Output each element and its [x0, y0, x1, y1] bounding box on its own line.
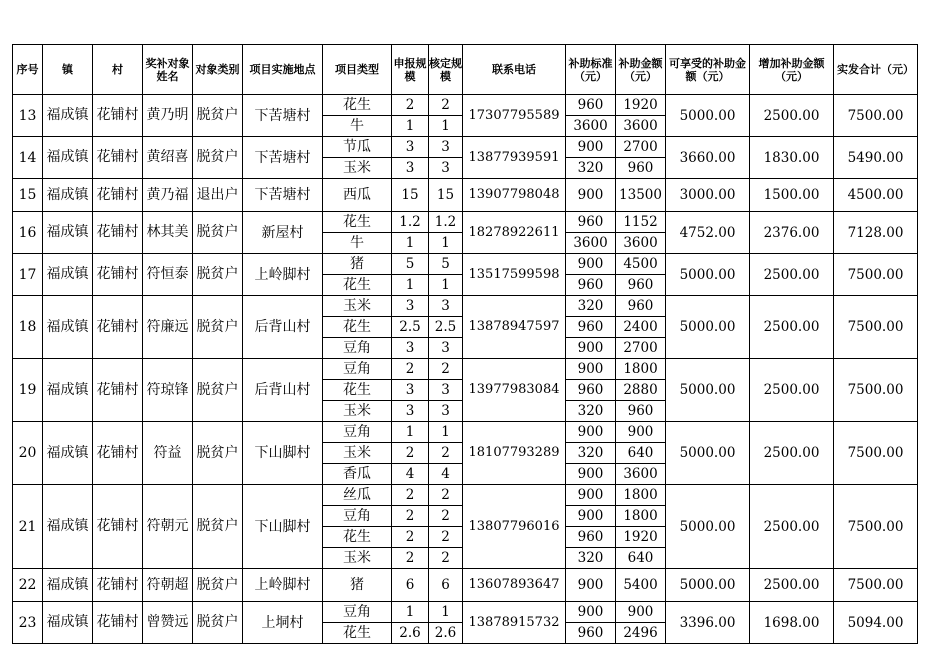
cell-project-type: 牛 [323, 116, 392, 137]
cell-seq: 14 [13, 137, 43, 179]
cell-declared-scale: 15 [392, 179, 429, 212]
cell-project-type: 豆角 [323, 506, 392, 527]
header-subsidy-amount: 补助金额（元） [616, 45, 666, 95]
cell-entitled-amount: 3396.00 [666, 602, 750, 644]
cell-subsidy-amount: 960 [616, 275, 666, 296]
header-town: 镇 [43, 45, 93, 95]
cell-category: 退出户 [193, 179, 243, 212]
cell-declared-scale: 1 [392, 422, 429, 443]
cell-subsidy-standard: 960 [566, 275, 616, 296]
cell-seq: 20 [13, 422, 43, 485]
cell-seq: 21 [13, 485, 43, 569]
cell-project-type: 玉米 [323, 548, 392, 569]
cell-project-type: 豆角 [323, 422, 392, 443]
cell-subsidy-amount: 3600 [616, 116, 666, 137]
cell-subsidy-amount: 2496 [616, 623, 666, 644]
cell-recipient-name: 符廉远 [143, 296, 193, 359]
cell-additional-amount: 2376.00 [750, 212, 834, 254]
cell-approved-scale: 1.2 [429, 212, 463, 233]
cell-entitled-amount: 3660.00 [666, 137, 750, 179]
cell-town: 福成镇 [43, 422, 93, 485]
cell-subsidy-standard: 960 [566, 212, 616, 233]
cell-recipient-name: 符朝元 [143, 485, 193, 569]
cell-recipient-name: 符恒泰 [143, 254, 193, 296]
cell-total-paid: 7500.00 [834, 95, 918, 137]
cell-subsidy-standard: 960 [566, 95, 616, 116]
cell-approved-scale: 1 [429, 275, 463, 296]
cell-subsidy-standard: 320 [566, 443, 616, 464]
cell-category: 脱贫户 [193, 485, 243, 569]
cell-town: 福成镇 [43, 254, 93, 296]
cell-entitled-amount: 5000.00 [666, 569, 750, 602]
cell-approved-scale: 6 [429, 569, 463, 602]
cell-recipient-name: 符益 [143, 422, 193, 485]
cell-village: 花铺村 [93, 296, 143, 359]
cell-declared-scale: 2 [392, 548, 429, 569]
cell-project-type: 玉米 [323, 296, 392, 317]
cell-declared-scale: 1 [392, 602, 429, 623]
cell-entitled-amount: 5000.00 [666, 359, 750, 422]
cell-category: 脱贫户 [193, 569, 243, 602]
cell-subsidy-amount: 1800 [616, 359, 666, 380]
cell-subsidy-standard: 900 [566, 137, 616, 158]
table-row [13, 422, 918, 443]
cell-project-type: 牛 [323, 233, 392, 254]
cell-seq: 15 [13, 179, 43, 212]
cell-declared-scale: 3 [392, 338, 429, 359]
cell-declared-scale: 3 [392, 158, 429, 179]
cell-entitled-amount: 5000.00 [666, 485, 750, 569]
cell-declared-scale: 5 [392, 254, 429, 275]
cell-category: 脱贫户 [193, 602, 243, 644]
table-row [13, 95, 918, 116]
cell-category: 脱贫户 [193, 137, 243, 179]
table-body [13, 95, 918, 644]
cell-subsidy-amount: 1800 [616, 485, 666, 506]
cell-subsidy-standard: 3600 [566, 233, 616, 254]
cell-village: 花铺村 [93, 569, 143, 602]
cell-project-type: 花生 [323, 527, 392, 548]
cell-subsidy-amount: 2880 [616, 380, 666, 401]
table-row [13, 254, 918, 275]
cell-subsidy-amount: 900 [616, 602, 666, 623]
cell-subsidy-standard: 900 [566, 506, 616, 527]
cell-declared-scale: 3 [392, 137, 429, 158]
cell-declared-scale: 6 [392, 569, 429, 602]
cell-location: 下苦塘村 [243, 137, 323, 179]
cell-village: 花铺村 [93, 485, 143, 569]
cell-phone: 18278922611 [463, 212, 566, 254]
cell-subsidy-amount: 640 [616, 548, 666, 569]
cell-phone: 13878947597 [463, 296, 566, 359]
cell-approved-scale: 2.6 [429, 623, 463, 644]
cell-additional-amount: 2500.00 [750, 569, 834, 602]
cell-project-type: 玉米 [323, 158, 392, 179]
cell-phone: 13977983084 [463, 359, 566, 422]
cell-subsidy-amount: 960 [616, 158, 666, 179]
header-recipient: 奖补对象姓名 [143, 45, 193, 95]
cell-approved-scale: 3 [429, 338, 463, 359]
cell-phone: 13907798048 [463, 179, 566, 212]
cell-recipient-name: 黄绍喜 [143, 137, 193, 179]
cell-subsidy-standard: 900 [566, 569, 616, 602]
header-additional-amount: 增加补助金额（元） [750, 45, 834, 95]
cell-subsidy-amount: 960 [616, 296, 666, 317]
cell-project-type: 花生 [323, 317, 392, 338]
cell-town: 福成镇 [43, 137, 93, 179]
cell-declared-scale: 2 [392, 95, 429, 116]
cell-phone: 18107793289 [463, 422, 566, 485]
cell-location: 下苦塘村 [243, 179, 323, 212]
cell-entitled-amount: 4752.00 [666, 212, 750, 254]
cell-category: 脱贫户 [193, 422, 243, 485]
cell-project-type: 花生 [323, 275, 392, 296]
cell-total-paid: 5094.00 [834, 602, 918, 644]
cell-project-type: 丝瓜 [323, 485, 392, 506]
cell-subsidy-amount: 2700 [616, 137, 666, 158]
header-declared-scale: 申报规模 [392, 45, 429, 95]
cell-declared-scale: 2 [392, 527, 429, 548]
cell-project-type: 花生 [323, 95, 392, 116]
table-row [13, 485, 918, 506]
cell-declared-scale: 2 [392, 359, 429, 380]
cell-declared-scale: 2 [392, 443, 429, 464]
cell-entitled-amount: 3000.00 [666, 179, 750, 212]
cell-declared-scale: 3 [392, 380, 429, 401]
cell-additional-amount: 2500.00 [750, 254, 834, 296]
table-row [13, 569, 918, 602]
cell-town: 福成镇 [43, 485, 93, 569]
cell-approved-scale: 4 [429, 464, 463, 485]
cell-town: 福成镇 [43, 602, 93, 644]
cell-total-paid: 7500.00 [834, 254, 918, 296]
cell-approved-scale: 3 [429, 137, 463, 158]
cell-total-paid: 7500.00 [834, 359, 918, 422]
cell-subsidy-amount: 3600 [616, 233, 666, 254]
table-row [13, 137, 918, 158]
cell-phone: 13807796016 [463, 485, 566, 569]
cell-approved-scale: 1 [429, 233, 463, 254]
cell-category: 脱贫户 [193, 296, 243, 359]
cell-project-type: 玉米 [323, 401, 392, 422]
cell-category: 脱贫户 [193, 254, 243, 296]
header-subsidy-standard: 补助标准（元） [566, 45, 616, 95]
cell-subsidy-amount: 1920 [616, 95, 666, 116]
cell-additional-amount: 2500.00 [750, 95, 834, 137]
cell-project-type: 西瓜 [323, 179, 392, 212]
cell-subsidy-standard: 900 [566, 422, 616, 443]
cell-location: 下山脚村 [243, 485, 323, 569]
cell-subsidy-amount: 4500 [616, 254, 666, 275]
cell-category: 脱贫户 [193, 95, 243, 137]
cell-category: 脱贫户 [193, 359, 243, 422]
cell-subsidy-amount: 13500 [616, 179, 666, 212]
cell-subsidy-standard: 900 [566, 602, 616, 623]
cell-project-type: 豆角 [323, 338, 392, 359]
cell-declared-scale: 2.6 [392, 623, 429, 644]
cell-approved-scale: 2 [429, 443, 463, 464]
cell-declared-scale: 2 [392, 506, 429, 527]
cell-village: 花铺村 [93, 95, 143, 137]
cell-location: 上岭脚村 [243, 254, 323, 296]
cell-approved-scale: 15 [429, 179, 463, 212]
cell-total-paid: 7500.00 [834, 422, 918, 485]
cell-approved-scale: 3 [429, 401, 463, 422]
cell-phone: 13878915732 [463, 602, 566, 644]
cell-recipient-name: 符朝超 [143, 569, 193, 602]
cell-declared-scale: 1 [392, 233, 429, 254]
cell-subsidy-standard: 320 [566, 296, 616, 317]
cell-phone: 17307795589 [463, 95, 566, 137]
header-village: 村 [93, 45, 143, 95]
cell-subsidy-standard: 960 [566, 317, 616, 338]
header-project-type: 项目类型 [323, 45, 392, 95]
header-total-paid: 实发合计（元） [834, 45, 918, 95]
cell-approved-scale: 3 [429, 380, 463, 401]
cell-project-type: 猪 [323, 254, 392, 275]
cell-category: 脱贫户 [193, 212, 243, 254]
cell-town: 福成镇 [43, 569, 93, 602]
table-row [13, 212, 918, 233]
cell-approved-scale: 3 [429, 158, 463, 179]
cell-seq: 22 [13, 569, 43, 602]
cell-approved-scale: 5 [429, 254, 463, 275]
cell-subsidy-amount: 900 [616, 422, 666, 443]
cell-subsidy-standard: 960 [566, 623, 616, 644]
cell-declared-scale: 2 [392, 485, 429, 506]
cell-seq: 16 [13, 212, 43, 254]
cell-subsidy-standard: 900 [566, 179, 616, 212]
cell-total-paid: 7500.00 [834, 485, 918, 569]
cell-total-paid: 7500.00 [834, 296, 918, 359]
cell-subsidy-amount: 3600 [616, 464, 666, 485]
subsidy-table [12, 44, 918, 644]
cell-entitled-amount: 5000.00 [666, 296, 750, 359]
cell-approved-scale: 2 [429, 527, 463, 548]
cell-declared-scale: 1 [392, 275, 429, 296]
header-entitled-amount: 可享受的补助金额（元） [666, 45, 750, 95]
header-location: 项目实施地点 [243, 45, 323, 95]
cell-project-type: 豆角 [323, 359, 392, 380]
cell-location: 上垌村 [243, 602, 323, 644]
cell-town: 福成镇 [43, 212, 93, 254]
cell-declared-scale: 1.2 [392, 212, 429, 233]
cell-project-type: 香瓜 [323, 464, 392, 485]
cell-recipient-name: 符琼锋 [143, 359, 193, 422]
table-row [13, 296, 918, 317]
cell-village: 花铺村 [93, 602, 143, 644]
header-phone: 联系电话 [463, 45, 566, 95]
cell-recipient-name: 曾赞远 [143, 602, 193, 644]
header-approved-scale: 核定规模 [429, 45, 463, 95]
cell-location: 后背山村 [243, 359, 323, 422]
cell-subsidy-amount: 1152 [616, 212, 666, 233]
cell-approved-scale: 2 [429, 548, 463, 569]
cell-phone: 13607893647 [463, 569, 566, 602]
cell-seq: 18 [13, 296, 43, 359]
cell-village: 花铺村 [93, 212, 143, 254]
cell-village: 花铺村 [93, 254, 143, 296]
cell-project-type: 豆角 [323, 602, 392, 623]
cell-phone: 13877939591 [463, 137, 566, 179]
cell-subsidy-standard: 960 [566, 380, 616, 401]
cell-entitled-amount: 5000.00 [666, 422, 750, 485]
cell-subsidy-standard: 900 [566, 359, 616, 380]
cell-project-type: 花生 [323, 623, 392, 644]
cell-approved-scale: 2.5 [429, 317, 463, 338]
cell-approved-scale: 2 [429, 485, 463, 506]
cell-location: 后背山村 [243, 296, 323, 359]
cell-additional-amount: 2500.00 [750, 422, 834, 485]
cell-subsidy-amount: 2700 [616, 338, 666, 359]
cell-declared-scale: 1 [392, 116, 429, 137]
cell-recipient-name: 黄乃福 [143, 179, 193, 212]
cell-subsidy-standard: 900 [566, 338, 616, 359]
cell-entitled-amount: 5000.00 [666, 254, 750, 296]
cell-seq: 19 [13, 359, 43, 422]
cell-town: 福成镇 [43, 296, 93, 359]
cell-subsidy-standard: 3600 [566, 116, 616, 137]
cell-declared-scale: 4 [392, 464, 429, 485]
cell-approved-scale: 1 [429, 422, 463, 443]
header-category: 对象类别 [193, 45, 243, 95]
cell-approved-scale: 1 [429, 602, 463, 623]
cell-subsidy-standard: 320 [566, 401, 616, 422]
cell-subsidy-standard: 960 [566, 527, 616, 548]
table-row [13, 602, 918, 623]
cell-entitled-amount: 5000.00 [666, 95, 750, 137]
cell-recipient-name: 黄乃明 [143, 95, 193, 137]
cell-seq: 23 [13, 602, 43, 644]
cell-additional-amount: 1500.00 [750, 179, 834, 212]
cell-subsidy-amount: 1920 [616, 527, 666, 548]
cell-approved-scale: 1 [429, 116, 463, 137]
table-row [13, 179, 918, 212]
cell-additional-amount: 1698.00 [750, 602, 834, 644]
cell-additional-amount: 1830.00 [750, 137, 834, 179]
cell-subsidy-amount: 640 [616, 443, 666, 464]
cell-total-paid: 7128.00 [834, 212, 918, 254]
cell-subsidy-standard: 900 [566, 485, 616, 506]
cell-declared-scale: 2.5 [392, 317, 429, 338]
cell-location: 下苦塘村 [243, 95, 323, 137]
cell-village: 花铺村 [93, 179, 143, 212]
cell-seq: 13 [13, 95, 43, 137]
cell-project-type: 猪 [323, 569, 392, 602]
cell-town: 福成镇 [43, 179, 93, 212]
cell-subsidy-standard: 320 [566, 158, 616, 179]
cell-approved-scale: 2 [429, 95, 463, 116]
cell-location: 下山脚村 [243, 422, 323, 485]
cell-town: 福成镇 [43, 95, 93, 137]
cell-recipient-name: 林其美 [143, 212, 193, 254]
cell-location: 上岭脚村 [243, 569, 323, 602]
cell-total-paid: 5490.00 [834, 137, 918, 179]
cell-village: 花铺村 [93, 422, 143, 485]
cell-phone: 13517599598 [463, 254, 566, 296]
cell-project-type: 花生 [323, 380, 392, 401]
table-row [13, 359, 918, 380]
cell-subsidy-standard: 900 [566, 464, 616, 485]
cell-additional-amount: 2500.00 [750, 485, 834, 569]
cell-approved-scale: 2 [429, 506, 463, 527]
cell-approved-scale: 2 [429, 359, 463, 380]
cell-project-type: 花生 [323, 212, 392, 233]
header-seq: 序号 [13, 45, 43, 95]
cell-subsidy-amount: 5400 [616, 569, 666, 602]
cell-declared-scale: 3 [392, 401, 429, 422]
cell-total-paid: 7500.00 [834, 569, 918, 602]
cell-project-type: 节瓜 [323, 137, 392, 158]
cell-village: 花铺村 [93, 359, 143, 422]
cell-seq: 17 [13, 254, 43, 296]
cell-subsidy-standard: 320 [566, 548, 616, 569]
cell-subsidy-amount: 960 [616, 401, 666, 422]
cell-subsidy-standard: 900 [566, 254, 616, 275]
cell-subsidy-amount: 2400 [616, 317, 666, 338]
cell-declared-scale: 3 [392, 296, 429, 317]
cell-approved-scale: 3 [429, 296, 463, 317]
cell-additional-amount: 2500.00 [750, 359, 834, 422]
header-row [13, 45, 918, 95]
cell-town: 福成镇 [43, 359, 93, 422]
cell-total-paid: 4500.00 [834, 179, 918, 212]
cell-village: 花铺村 [93, 137, 143, 179]
cell-project-type: 玉米 [323, 443, 392, 464]
cell-subsidy-amount: 1800 [616, 506, 666, 527]
cell-additional-amount: 2500.00 [750, 296, 834, 359]
cell-location: 新屋村 [243, 212, 323, 254]
